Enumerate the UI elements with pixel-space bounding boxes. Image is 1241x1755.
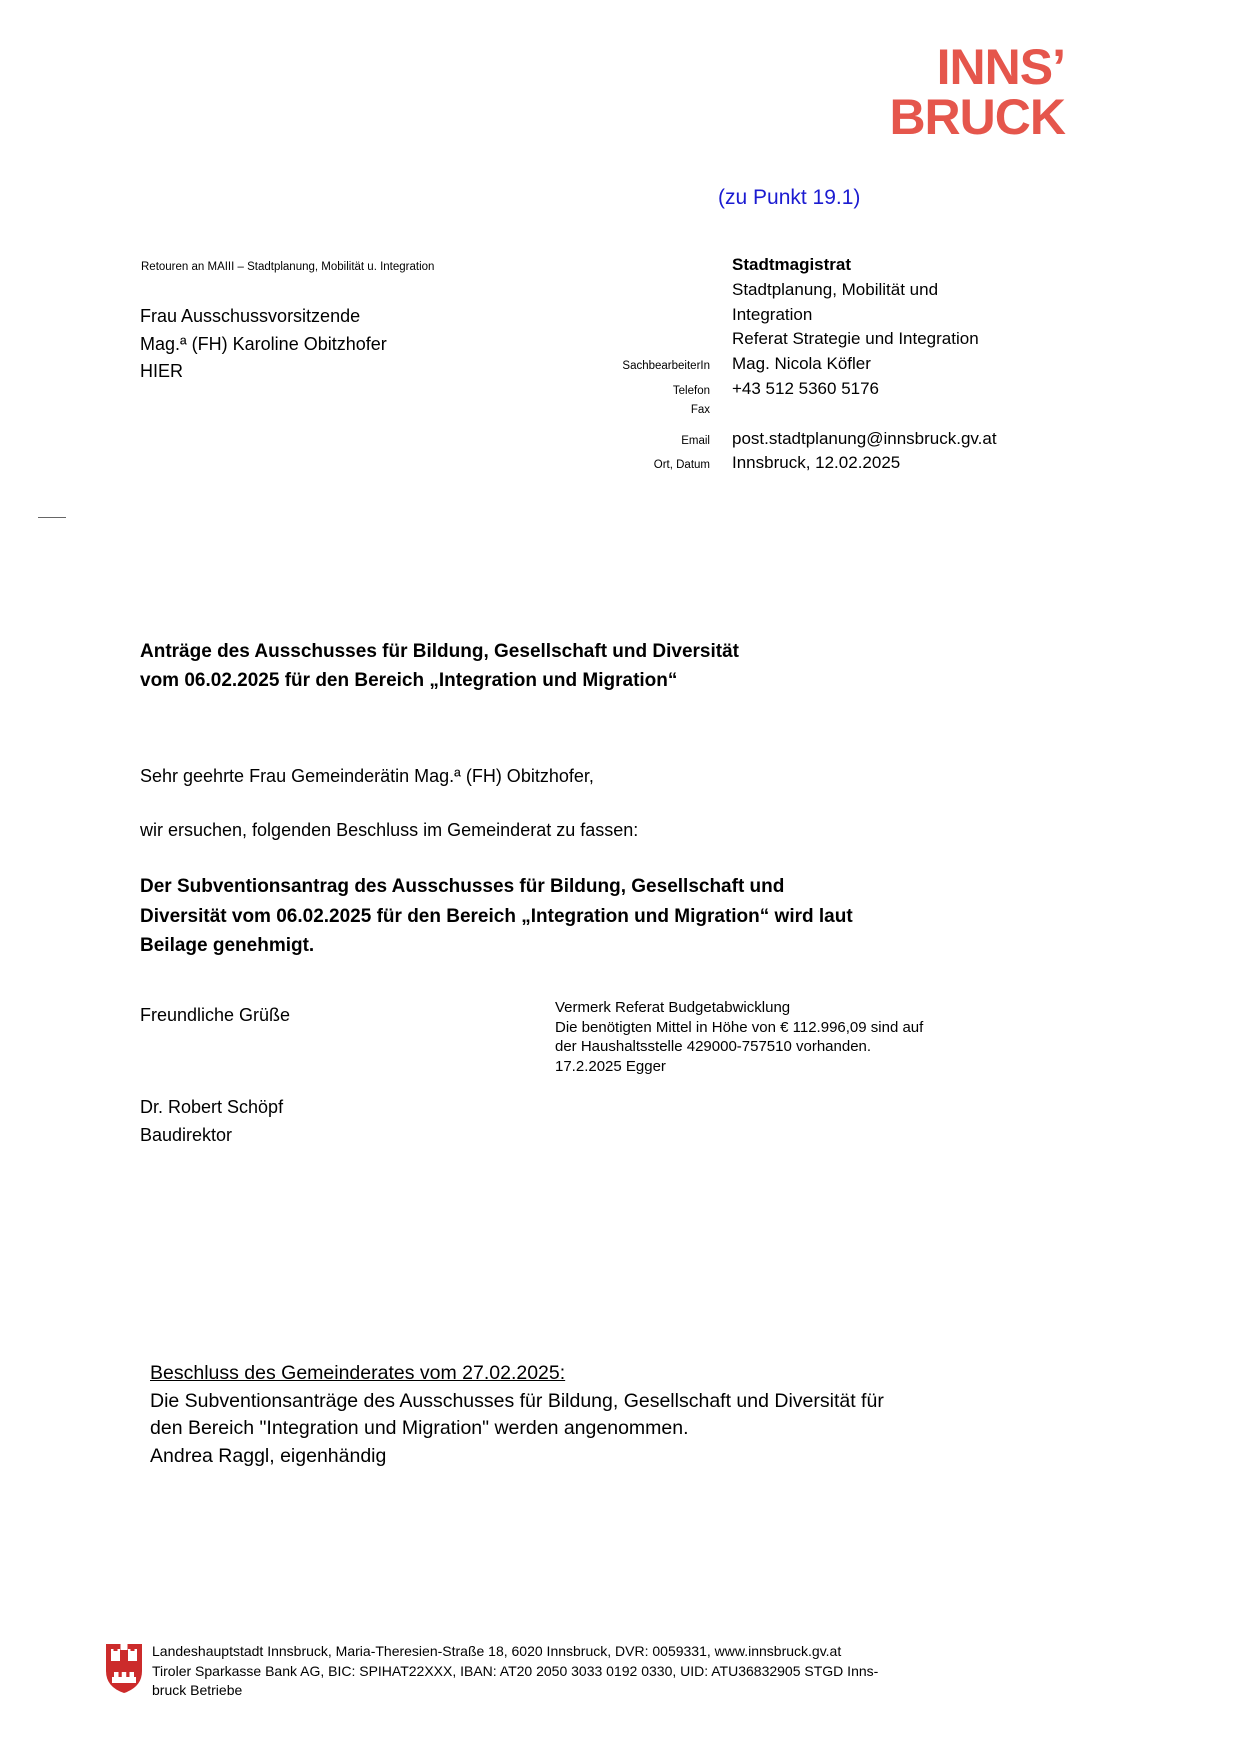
- sender-department-line1: Stadtplanung, Mobilität und: [732, 279, 939, 299]
- field-label-telefon: Telefon: [672, 384, 710, 397]
- field-value-ort-datum: Innsbruck, 12.02.2025: [732, 453, 901, 473]
- sender-department-line2: Integration: [732, 304, 813, 324]
- footer-line-3: bruck Betriebe: [152, 1682, 243, 1698]
- request-sentence: wir ersuchen, folgenden Beschluss im Gemeinderat zu fassen:: [140, 820, 639, 840]
- recipient-location: HIER: [140, 361, 184, 381]
- sender-org-name: Stadtmagistrat: [732, 255, 852, 274]
- subject-line-1: Anträge des Ausschusses für Bildung, Gesellschaft und Diversität: [140, 641, 740, 662]
- signer-name: Dr. Robert Schöpf: [140, 1097, 284, 1117]
- logo-line-2: BRUCK: [889, 89, 1065, 145]
- sender-referat: Referat Strategie und Integration: [732, 329, 979, 349]
- innsbruck-logo: [889, 39, 1065, 145]
- budget-note-line-1: Vermerk Referat Budgetabwicklung: [555, 999, 791, 1016]
- subject-block: [140, 637, 739, 695]
- budget-note-line-4: 17.2.2025 Egger: [555, 1057, 666, 1075]
- subject-line-2: vom 06.02.2025 für den Bereich „Integration und Migration“: [140, 670, 678, 691]
- resolution-paragraph: [140, 872, 853, 961]
- council-decision-signer: Andrea Raggl, eigenhändig: [150, 1444, 387, 1467]
- resolution-line-1: Der Subventionsantrag des Ausschusses für Bildung, Gesellschaft und: [140, 876, 785, 897]
- council-decision-line-2: den Bereich "Integration und Migration" werden angenommen.: [150, 1417, 689, 1439]
- sender-contact-block: [600, 255, 1160, 478]
- field-label-fax: Fax: [690, 403, 710, 416]
- footer-line-2: Tiroler Sparkasse Bank AG, BIC: SPIHAT22XXX, IBAN: AT20 2050 3033 0192 0330, UID: ATU36832905 STGD Inns-: [152, 1662, 879, 1679]
- agenda-point-annotation: (zu Punkt 19.1): [718, 186, 861, 209]
- budget-note-line-2: Die benötigten Mittel in Höhe von € 112.996,09 sind auf: [555, 1018, 924, 1036]
- signature-block: [140, 1093, 283, 1149]
- logo-line-1: INNS’: [936, 39, 1065, 95]
- field-value-telefon: +43 512 5360 5176: [732, 378, 880, 398]
- fold-mark: [38, 517, 66, 518]
- resolution-line-3: Beilage genehmigt.: [140, 935, 315, 956]
- return-address-line: Retouren an MAIII – Stadtplanung, Mobilität u. Integration: [141, 261, 435, 273]
- footer-line-1: Landeshauptstadt Innsbruck, Maria-Theresien-Straße 18, 6020 Innsbruck, DVR: 0059331, www.innsbruck.gv.at: [152, 1643, 842, 1659]
- salutation: Sehr geehrte Frau Gemeinderätin Mag.ª (FH) Obitzhofer,: [140, 766, 594, 786]
- council-decision-block: [150, 1360, 884, 1470]
- resolution-line-2: Diversität vom 06.02.2025 für den Bereich „Integration und Migration“ wird laut: [140, 905, 853, 927]
- council-decision-heading: Beschluss des Gemeinderates vom 27.02.2025:: [150, 1362, 566, 1384]
- recipient-block: [140, 303, 387, 386]
- recipient-name: Mag.ª (FH) Karoline Obitzhofer: [140, 333, 387, 354]
- innsbruck-crest-icon: [105, 1643, 143, 1695]
- budget-note-block: [555, 998, 923, 1076]
- field-label-ort-datum: Ort, Datum: [653, 459, 710, 472]
- budget-note-line-3: der Haushaltsstelle 429000-757510 vorhanden.: [555, 1038, 872, 1055]
- field-label-sachbearbeiterin: SachbearbeiterIn: [622, 360, 710, 373]
- signer-title: Baudirektor: [140, 1125, 233, 1145]
- council-decision-line-1: Die Subventionsanträge des Ausschusses für Bildung, Gesellschaft und Diversität für: [150, 1389, 884, 1412]
- footer-text-block: [152, 1642, 878, 1701]
- recipient-role: Frau Ausschussvorsitzende: [140, 306, 361, 326]
- field-value-sachbearbeiterin: Mag. Nicola Köfler: [732, 354, 871, 374]
- closing-greeting: Freundliche Grüße: [140, 1005, 291, 1025]
- field-label-email: Email: [681, 434, 710, 447]
- field-value-email: post.stadtplanung@innsbruck.gv.at: [732, 428, 997, 448]
